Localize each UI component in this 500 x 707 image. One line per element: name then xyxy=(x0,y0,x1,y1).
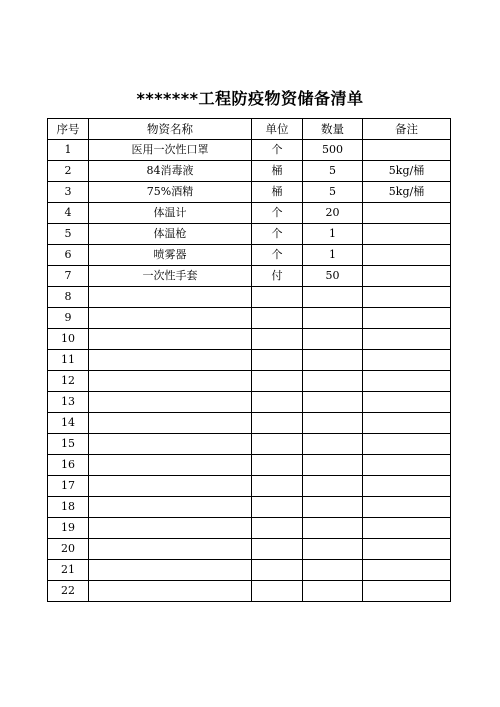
item-name-cell xyxy=(89,497,252,518)
remarks-cell xyxy=(363,287,451,308)
remarks-cell xyxy=(363,581,451,602)
remarks-cell xyxy=(363,203,451,224)
item-name-cell xyxy=(89,539,252,560)
remarks-cell xyxy=(363,371,451,392)
item-name-cell: 体温枪 xyxy=(89,224,252,245)
quantity-cell: 1 xyxy=(303,245,363,266)
unit-cell xyxy=(252,308,303,329)
unit-cell xyxy=(252,371,303,392)
quantity-cell xyxy=(303,392,363,413)
unit-cell xyxy=(252,392,303,413)
row-index-cell: 6 xyxy=(48,245,89,266)
quantity-cell xyxy=(303,560,363,581)
header-remarks: 备注 xyxy=(363,119,451,140)
quantity-cell xyxy=(303,308,363,329)
quantity-cell: 500 xyxy=(303,140,363,161)
row-index-cell: 5 xyxy=(48,224,89,245)
unit-cell xyxy=(252,497,303,518)
document-title: *******工程防疫物资储备清单 xyxy=(136,89,364,108)
table-row xyxy=(48,350,451,371)
row-index-cell: 20 xyxy=(48,539,89,560)
remarks-cell xyxy=(363,497,451,518)
quantity-cell: 5 xyxy=(303,161,363,182)
row-index-cell: 9 xyxy=(48,308,89,329)
table-row xyxy=(48,182,451,203)
item-name-cell xyxy=(89,329,252,350)
unit-cell xyxy=(252,518,303,539)
table-row xyxy=(48,455,451,476)
header-quantity: 数量 xyxy=(303,119,363,140)
header-unit: 单位 xyxy=(252,119,303,140)
table-row xyxy=(48,224,451,245)
row-index-cell: 4 xyxy=(48,203,89,224)
quantity-cell xyxy=(303,350,363,371)
row-index-cell: 8 xyxy=(48,287,89,308)
quantity-cell xyxy=(303,518,363,539)
remarks-cell xyxy=(363,392,451,413)
quantity-cell: 50 xyxy=(303,266,363,287)
row-index-cell: 2 xyxy=(48,161,89,182)
table-row xyxy=(48,308,451,329)
table-row xyxy=(48,518,451,539)
item-name-cell: 喷雾器 xyxy=(89,245,252,266)
row-index-cell: 7 xyxy=(48,266,89,287)
quantity-cell: 20 xyxy=(303,203,363,224)
row-index-cell: 13 xyxy=(48,392,89,413)
header-index: 序号 xyxy=(48,119,89,140)
item-name-cell xyxy=(89,455,252,476)
item-name-cell: 一次性手套 xyxy=(89,266,252,287)
item-name-cell xyxy=(89,308,252,329)
inventory-table xyxy=(47,118,451,602)
row-index-cell: 14 xyxy=(48,413,89,434)
item-name-cell xyxy=(89,413,252,434)
remarks-cell xyxy=(363,518,451,539)
remarks-cell xyxy=(363,329,451,350)
remarks-cell xyxy=(363,224,451,245)
row-index-cell: 11 xyxy=(48,350,89,371)
item-name-cell: 75%酒精 xyxy=(89,182,252,203)
quantity-cell: 1 xyxy=(303,224,363,245)
unit-cell xyxy=(252,581,303,602)
remarks-cell xyxy=(363,455,451,476)
remarks-cell xyxy=(363,413,451,434)
row-index-cell: 3 xyxy=(48,182,89,203)
row-index-cell: 12 xyxy=(48,371,89,392)
remarks-cell xyxy=(363,350,451,371)
unit-cell xyxy=(252,560,303,581)
unit-cell xyxy=(252,476,303,497)
item-name-cell xyxy=(89,518,252,539)
remarks-cell: 5kg/桶 xyxy=(363,182,451,203)
quantity-cell xyxy=(303,476,363,497)
table-row xyxy=(48,392,451,413)
remarks-cell xyxy=(363,245,451,266)
item-name-cell xyxy=(89,434,252,455)
header-item-name: 物资名称 xyxy=(89,119,252,140)
remarks-cell xyxy=(363,140,451,161)
remarks-cell xyxy=(363,434,451,455)
item-name-cell: 医用一次性口罩 xyxy=(89,140,252,161)
unit-cell xyxy=(252,413,303,434)
quantity-cell xyxy=(303,371,363,392)
row-index-cell: 22 xyxy=(48,581,89,602)
row-index-cell: 16 xyxy=(48,455,89,476)
row-index-cell: 10 xyxy=(48,329,89,350)
remarks-cell xyxy=(363,539,451,560)
quantity-cell xyxy=(303,434,363,455)
table-row xyxy=(48,287,451,308)
item-name-cell xyxy=(89,287,252,308)
row-index-cell: 19 xyxy=(48,518,89,539)
quantity-cell xyxy=(303,455,363,476)
item-name-cell: 体温计 xyxy=(89,203,252,224)
row-index-cell: 1 xyxy=(48,140,89,161)
unit-cell xyxy=(252,539,303,560)
table-row xyxy=(48,413,451,434)
unit-cell: 个 xyxy=(252,245,303,266)
unit-cell xyxy=(252,350,303,371)
remarks-cell xyxy=(363,476,451,497)
unit-cell: 付 xyxy=(252,266,303,287)
table-row xyxy=(48,476,451,497)
table-row xyxy=(48,266,451,287)
table-row xyxy=(48,560,451,581)
remarks-cell xyxy=(363,560,451,581)
unit-cell: 桶 xyxy=(252,182,303,203)
unit-cell xyxy=(252,455,303,476)
table-row xyxy=(48,497,451,518)
unit-cell xyxy=(252,287,303,308)
table-row xyxy=(48,329,451,350)
row-index-cell: 21 xyxy=(48,560,89,581)
unit-cell xyxy=(252,434,303,455)
table-body xyxy=(48,140,451,602)
item-name-cell xyxy=(89,581,252,602)
unit-cell xyxy=(252,329,303,350)
table-row xyxy=(48,539,451,560)
quantity-cell xyxy=(303,497,363,518)
quantity-cell xyxy=(303,581,363,602)
table-row xyxy=(48,371,451,392)
table-row xyxy=(48,581,451,602)
remarks-cell: 5kg/桶 xyxy=(363,161,451,182)
table-header-row xyxy=(48,119,451,140)
table-row xyxy=(48,245,451,266)
quantity-cell xyxy=(303,539,363,560)
table-row xyxy=(48,434,451,455)
quantity-cell xyxy=(303,329,363,350)
table-row xyxy=(48,203,451,224)
row-index-cell: 17 xyxy=(48,476,89,497)
item-name-cell xyxy=(89,560,252,581)
unit-cell: 桶 xyxy=(252,161,303,182)
item-name-cell xyxy=(89,476,252,497)
row-index-cell: 15 xyxy=(48,434,89,455)
item-name-cell: 84消毒液 xyxy=(89,161,252,182)
item-name-cell xyxy=(89,350,252,371)
quantity-cell xyxy=(303,413,363,434)
table-row xyxy=(48,161,451,182)
item-name-cell xyxy=(89,371,252,392)
table-row xyxy=(48,140,451,161)
unit-cell: 个 xyxy=(252,140,303,161)
row-index-cell: 18 xyxy=(48,497,89,518)
item-name-cell xyxy=(89,392,252,413)
quantity-cell: 5 xyxy=(303,182,363,203)
remarks-cell xyxy=(363,266,451,287)
unit-cell: 个 xyxy=(252,203,303,224)
remarks-cell xyxy=(363,308,451,329)
unit-cell: 个 xyxy=(252,224,303,245)
quantity-cell xyxy=(303,287,363,308)
